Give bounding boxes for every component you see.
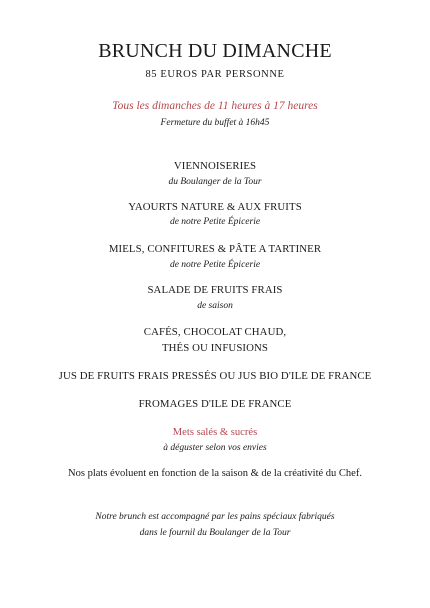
menu-item-title: YAOURTS NATURE & AUX FRUITS xyxy=(128,201,302,213)
menu-price: 85 EUROS PAR PERSONNE xyxy=(145,69,285,80)
bread-note-line-1: Notre brunch est accompagné par les pains spéciaux fabriqués xyxy=(95,512,335,522)
menu-item-title: THÉS OU INFUSIONS xyxy=(161,342,269,354)
menu-item-title: SALADE DE FRUITS FRAIS xyxy=(147,284,283,296)
menu-item-title: VIENNOISERIES xyxy=(173,160,257,172)
menu-item-title: JUS DE FRUITS FRAIS PRESSÉS OU JUS BIO D'ILE DE FRANCE xyxy=(58,370,372,382)
buffet-closing-time: Fermeture du buffet à 16h45 xyxy=(160,118,270,128)
seasonal-note: Nos plats évoluent en fonction de la saison & de la créativité du Chef. xyxy=(68,468,362,479)
menu-item-title: MIELS, CONFITURES & PÂTE A TARTINER xyxy=(108,243,322,255)
menu-title: BRUNCH DU DIMANCHE xyxy=(98,40,332,62)
menu-item-subtitle: du Boulanger de la Tour xyxy=(168,177,262,187)
bread-note-line-2: dans le fournil du Boulanger de la Tour xyxy=(139,528,291,538)
savory-sweet-title: Mets salés & sucrés xyxy=(172,427,258,438)
savory-sweet-subtitle: à déguster selon vos envies xyxy=(163,443,267,453)
menu-item-subtitle: de saison xyxy=(197,301,233,311)
menu-item-subtitle: de notre Petite Épicerie xyxy=(169,217,261,227)
menu-item-subtitle: de notre Petite Épicerie xyxy=(169,260,261,270)
menu-item-title: FROMAGES D'ILE DE FRANCE xyxy=(138,398,292,410)
menu-item-title: CAFÉS, CHOCOLAT CHAUD, xyxy=(143,326,287,338)
opening-hours: Tous les dimanches de 11 heures à 17 heures xyxy=(112,100,318,112)
